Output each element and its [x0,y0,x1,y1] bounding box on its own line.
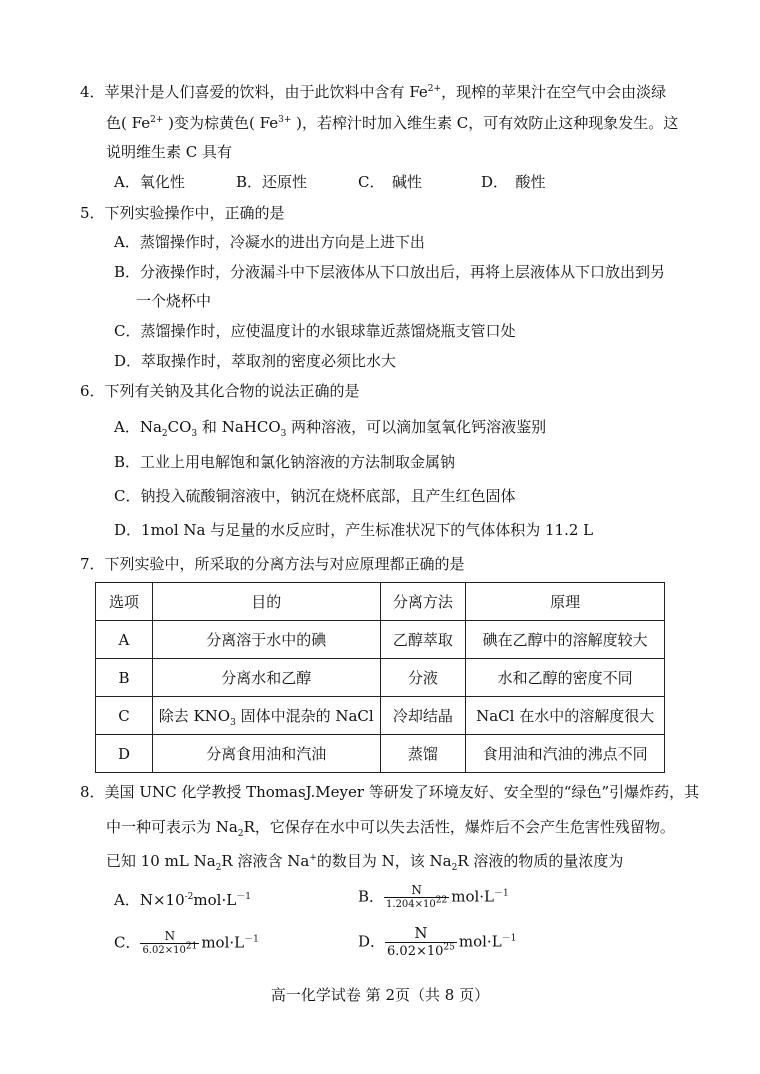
table-cell: NaCl 在水中的溶解度很大 [466,697,665,735]
table-cell: 乙醇萃取 [380,621,466,659]
table-row [96,621,665,659]
table-cell: 分液 [380,659,466,697]
q6-stem: 6．下列有关钠及其化合物的说法正确的是 [80,382,360,400]
table-cell: 分离溶于水中的碘 [152,621,380,659]
q7-stem: 7．下列实验中，所采取的分离方法与对应原理都正确的是 [80,555,465,573]
table-cell: 食用油和汽油的沸点不同 [466,735,665,773]
q8-line1: 8．美国 UNC 化学教授 ThomasJ.Meyer 等研发了环境友好、安全型的“绿色”引爆炸药，其 [80,783,700,801]
q4-option-d[interactable]: D． 酸性 [481,173,546,191]
table-cell: 蒸馏 [380,735,466,773]
table-cell: 冷却结晶 [380,697,466,735]
table-row [96,659,665,697]
q8-line2: 中一种可表示为 $Na_2R$，它保存在水中可以失去活性，爆炸后不会产生危害性残留物。 [106,818,675,839]
table-header-cell: 原理 [466,583,665,621]
q5-stem: 5．下列实验操作中，正确的是 [80,204,285,222]
table-cell: 碘在乙醇中的溶解度较大 [466,621,665,659]
q5-option-d[interactable]: D．萃取操作时，萃取剂的密度必须比水大 [114,352,397,370]
table-cell: A [96,621,153,659]
table-cell: 除去 $KNO_3$ 固体中混杂的 NaCl [152,697,380,735]
q4-line2: 色( $Fe^{2+}$ )变为棕黄色( $Fe^{3+}$ )，若榨汁时加入维生素 C，可有效防止这种现象发生。这 [106,114,679,132]
table-cell: C [96,697,153,735]
q4-option-b[interactable]: B．还原性 [236,173,308,191]
q4-line3: 说明维生素 C 具有 [106,143,233,161]
table-header-cell: 分离方法 [380,583,466,621]
page-footer: 高一化学试卷 第 2页（共 8 页） [270,986,490,1004]
q5-option-c[interactable]: C．蒸馏操作时，应使温度计的水银球靠近蒸馏烧瓶支管口处 [114,322,516,340]
q8-line3: 已知 10 mL $Na_2R$ 溶液含 Na+的数目为 N，该 $Na_2R$ 溶液的物质的量浓度为 [106,852,624,873]
q4-line1: 4．苹果汁是人们喜爱的饮料，由于此饮料中含有 $Fe^{2+}$，现榨的苹果汁在空气中会由淡绿 [80,83,667,101]
q5-option-a[interactable]: A．蒸馏操作时，冷凝水的进出方向是上进下出 [114,233,425,251]
table-cell: 分离水和乙醇 [152,659,380,697]
table-row [96,697,665,735]
q4-options [0,172,760,192]
q5-option-b-cont: 一个烧杯中 [136,292,212,310]
q5-option-b[interactable]: B．分液操作时，分液漏斗中下层液体从下口放出后，再将上层液体从下口放出到另 [114,263,666,281]
q6-option-a[interactable]: A．$Na_2CO_3$ 和 NaHCO$_3$ 两种溶液，可以滴加氢氧化钙溶液鉴别 [114,418,547,439]
q8-option-a[interactable]: A．$N\times 10^{-2}mol\cdot L^{-1}$ [114,891,251,909]
table-cell: 分离食用油和汽油 [152,735,380,773]
table-header-cell: 选项 [96,583,153,621]
fraction: $\frac{N}{6.02\times 10^{21}}$ [142,929,198,956]
q6-option-d[interactable]: D．1mol Na 与足量的水反应时，产生标准状况下的气体体积为 11.2 L [114,521,594,539]
fraction: $\frac{N}{1.204\times 10^{22}}$ [386,883,448,910]
q7-table [95,582,665,773]
q4-option-a[interactable]: A．氧化性 [114,173,185,191]
table-cell: B [96,659,153,697]
table-cell: 水和乙醇的密度不同 [466,659,665,697]
q6-option-b[interactable]: B．工业上用电解饱和氯化钠溶液的方法制取金属钠 [114,453,456,471]
table-header-cell: 目的 [152,583,380,621]
q8-option-d[interactable]: D． $\frac{N}{6.02\times 10^{25}}$ $mol\cdot L^{-1}$ [358,924,517,959]
q8-option-c[interactable]: C． $\frac{N}{6.02\times 10^{21}}$ $mol\cdot L^{-1}$ [114,929,259,956]
table-header-row [96,583,665,621]
q8-option-b[interactable]: B． $\frac{N}{1.204\times 10^{22}}$ $mol\cdot L^{-1}$ [358,883,509,910]
q6-option-c[interactable]: C．钠投入硫酸铜溶液中，钠沉在烧杯底部，且产生红色固体 [114,487,516,505]
fraction: $\frac{N}{6.02\times 10^{25}}$ [387,924,455,959]
q4-option-c[interactable]: C． 碱性 [358,173,422,191]
table-row [96,735,665,773]
table-cell: D [96,735,153,773]
